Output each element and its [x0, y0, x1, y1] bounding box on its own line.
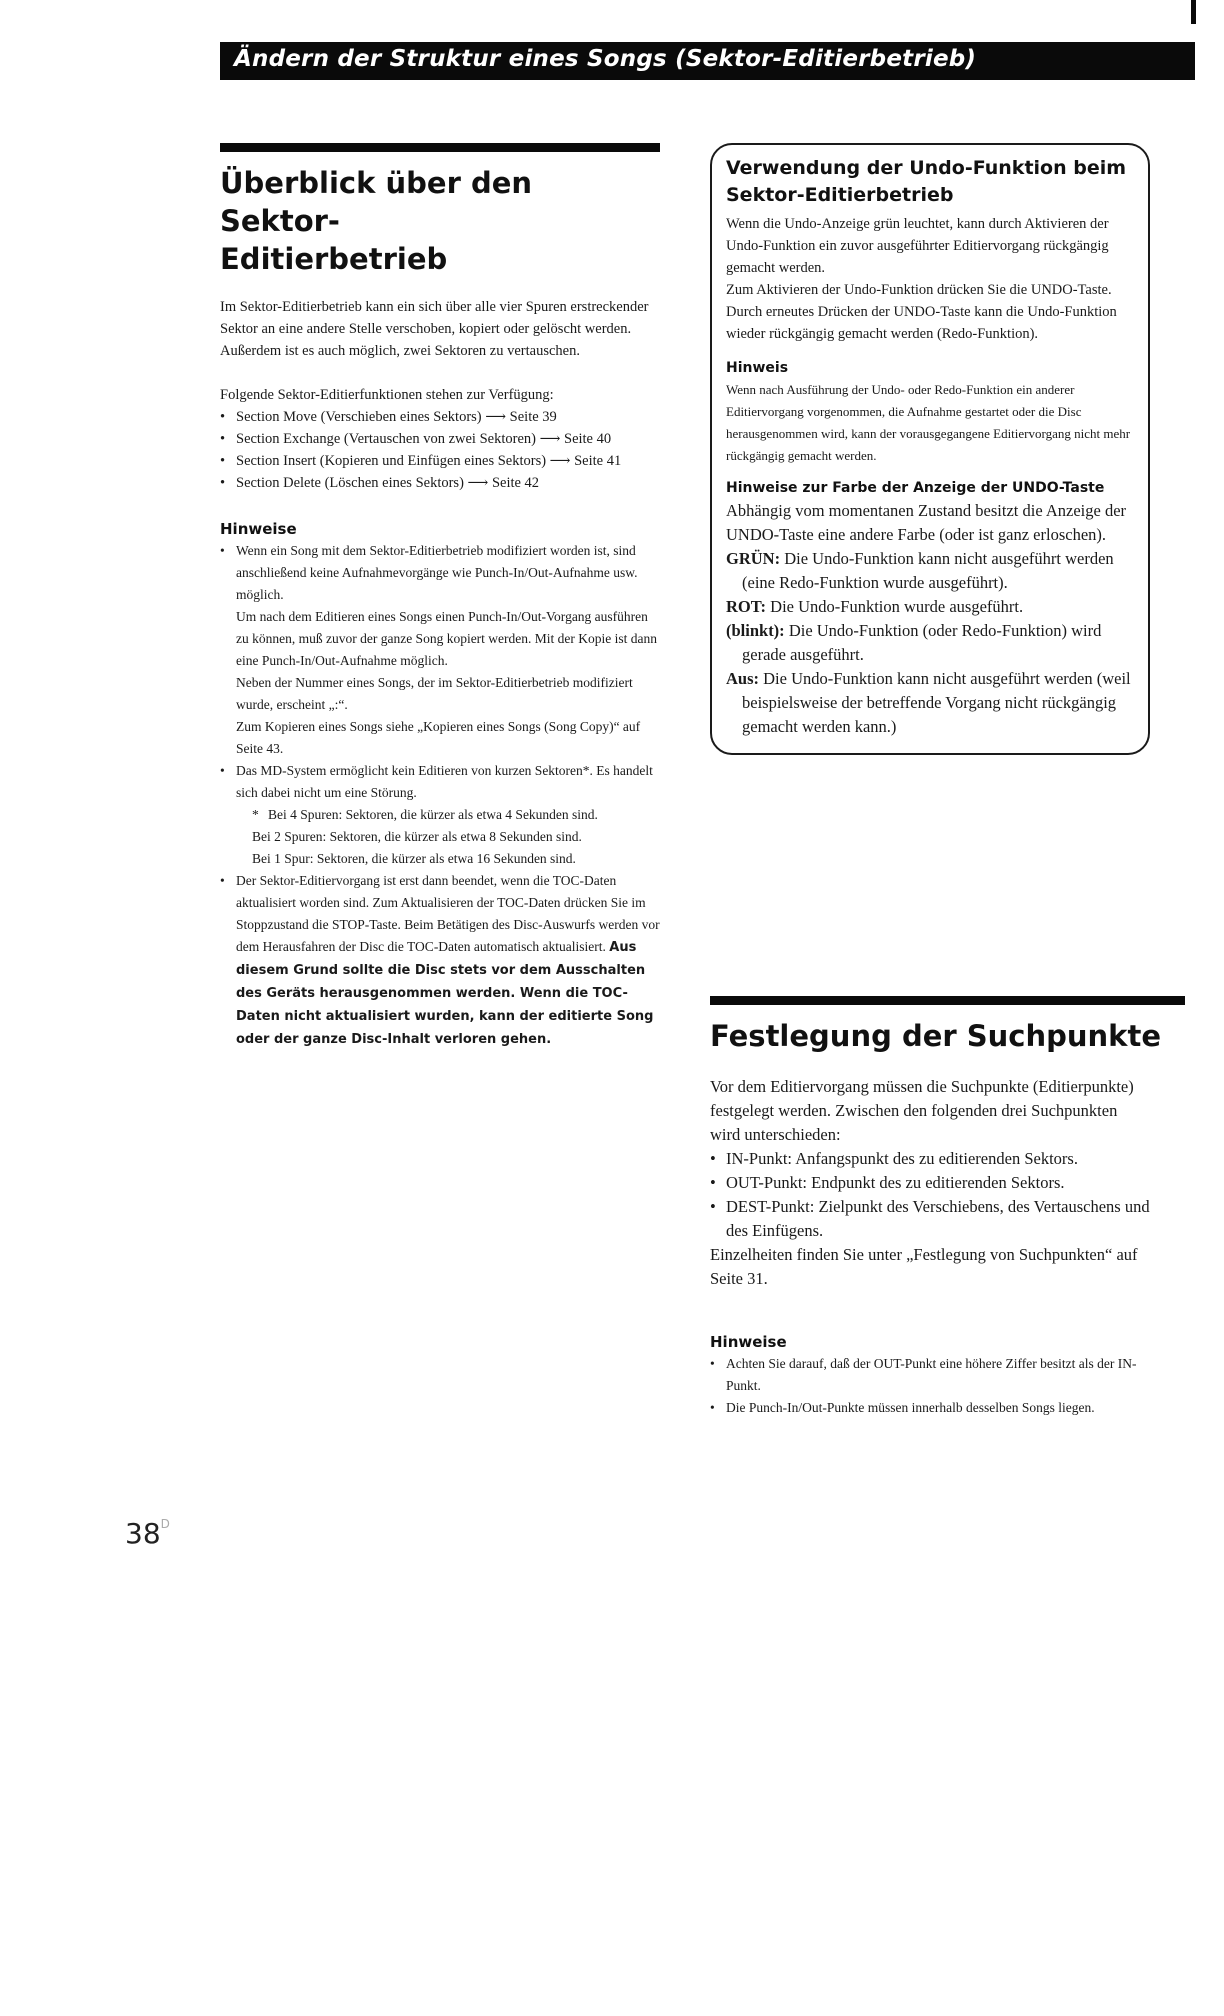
color-red-text: Die Undo-Funktion wurde ausgeführt. [766, 597, 1024, 616]
note1-line: Zum Kopieren eines Songs siehe „Kopieren eines Songs (Song Copy)“ auf Seite 43. [236, 719, 641, 756]
undo-box-title: Verwendung der Undo-Funktion beim Sektor-Editierbetrieb [726, 157, 1127, 206]
undo-box-body [726, 213, 1134, 345]
color-off-label: Aus: [726, 669, 760, 688]
note2-text: • Das MD-System ermöglicht kein Editieren von kurzen Sektoren*. Es handelt sich dabei nicht um eine Störung. [236, 763, 653, 800]
undo-info-box [710, 143, 1150, 755]
color-green-line [726, 547, 1134, 595]
search-points-intro: Vor dem Editiervorgang müssen die Suchpunkte (Editierpunkte) festgelegt werden. Zwischen den folgenden drei Suchpunkten wird unterschieden: [710, 1077, 1134, 1144]
note1-line: Um nach dem Editieren eines Songs einen Punch-In/Out-Vorgang ausführen zu können, muß zuvor der ganze Song kopiert werden. Mit der Kopie ist dann eine Punch-In/Out-Aufnahme möglich. [236, 609, 658, 668]
search-points-body [710, 1075, 1150, 1419]
functions-intro: Folgende Sektor-Editierfunktionen stehen zur Verfügung: [220, 387, 554, 403]
color-off-text: Die Undo-Funktion kann nicht ausgeführt werden (weil beispielsweise der betreffende Vorgang nicht rückgängig gemacht werden kann.) [742, 669, 1131, 736]
search-notes-heading: Hinweise [710, 1333, 787, 1351]
footnote-line: Bei 2 Spuren: Sektoren, die kürzer als etwa 8 Sekunden sind. [252, 829, 582, 844]
search-points-list [710, 1147, 1150, 1243]
right-column [710, 143, 1162, 1415]
color-off-line [726, 667, 1134, 739]
color-notes [726, 499, 1134, 739]
function-item-exchange: • Section Exchange (Vertauschen von zwei Sektoren) ⟶ Seite 40 [220, 428, 660, 450]
undo-note-text: Wenn nach Ausführung der Undo- oder Redo-Funktion ein anderer Editiervorgang vorgenommen, die Aufnahme gestartet oder die Disc herausgenommen wird, kann der vorausgegangene Editiervorgang nicht mehr rückgängig gemacht werden. [726, 382, 1131, 463]
footnote-line: Bei 1 Spur: Sektoren, die kürzer als etwa 16 Sekunden sind. [252, 851, 576, 866]
undo-paragraph: Wenn die Undo-Anzeige grün leuchtet, kann durch Aktivieren der Undo-Funktion ein zuvor ausgeführter Editiervorgang rückgängig gemacht werden. [726, 216, 1109, 276]
note-item-1 [220, 540, 660, 760]
note-item-2 [220, 760, 660, 870]
chapter-title: Ändern der Struktur eines Songs (Sektor-Editierbetrieb) [234, 46, 977, 72]
footnote-line: Bei 4 Spuren: Sektoren, die kürzer als etwa 4 Sekunden sind. [268, 807, 598, 822]
undo-paragraph: Zum Aktivieren der Undo-Funktion drücken Sie die UNDO-Taste. [726, 282, 1112, 298]
search-note-item: • Die Punch-In/Out-Punkte müssen innerhalb desselben Songs liegen. [710, 1397, 1150, 1419]
color-green-label: GRÜN: [726, 549, 781, 568]
search-note-item: • Achten Sie darauf, daß der OUT-Punkt eine höhere Ziffer besitzt als der IN-Punkt. [710, 1353, 1150, 1397]
undo-paragraph: Durch erneutes Drücken der UNDO-Taste kann die Undo-Funktion wieder rückgängig gemacht werden (Redo-Funktion). [726, 304, 1117, 342]
functions-list [220, 406, 660, 494]
note3-text: Der Sektor-Editiervorgang ist erst dann beendet, wenn die TOC-Daten aktualisiert worden sind. Zum Aktualisieren der TOC-Daten drücken Sie im Stoppzustand die STOP-Taste. Beim Betätigen des Disc-Auswurfs werden vor dem Herausfahren der Disc die TOC-Daten automatisch aktualisiert. [236, 873, 660, 954]
color-red-label: ROT: [726, 597, 767, 616]
header-edge-mark [1191, 0, 1196, 24]
search-point-in: • IN-Punkt: Anfangspunkt des zu editierenden Sektors. [710, 1147, 1150, 1171]
page-number [125, 1517, 170, 1550]
overview-title-line2: Editierbetrieb [220, 242, 448, 276]
chapter-header-bar [220, 42, 1195, 80]
notes-heading: Hinweise [220, 520, 297, 538]
overview-title-line1: Überblick über den Sektor- [220, 166, 533, 238]
search-point-dest: • DEST-Punkt: Zielpunkt des Verschiebens, des Vertauschens und des Einfügens. [710, 1195, 1150, 1243]
function-item-insert: • Section Insert (Kopieren und Einfügen eines Sektors) ⟶ Seite 41 [220, 450, 660, 472]
color-blink-line [726, 619, 1134, 667]
footnote [236, 804, 660, 826]
color-blink-text: Die Undo-Funktion (oder Redo-Funktion) wird gerade ausgeführt. [742, 621, 1102, 664]
section-rule [220, 143, 660, 152]
function-item-move: • Section Move (Verschieben eines Sektors) ⟶ Seite 39 [220, 406, 660, 428]
notes-list [220, 540, 660, 1051]
color-intro: Abhängig vom momentanen Zustand besitzt die Anzeige der UNDO-Taste eine andere Farbe (oder ist ganz erloschen). [726, 501, 1127, 544]
overview-intro: Im Sektor-Editierbetrieb kann ein sich über alle vier Spuren erstreckender Sektor an eine andere Stelle verschoben, kopiert oder gelöscht werden. Außerdem ist es auch möglich, zwei Sektoren zu vertauschen. [220, 299, 649, 359]
note1-line: • Wenn ein Song mit dem Sektor-Editierbetrieb modifiziert worden ist, sind anschließend keine Aufnahmevorgänge wie Punch-In/Out-Aufnahme usw. möglich. [236, 543, 638, 602]
search-points-section [710, 996, 1185, 1419]
color-blink-label: (blinkt): [726, 621, 785, 640]
search-points-details: Einzelheiten finden Sie unter „Festlegung von Suchpunkten“ auf Seite 31. [710, 1245, 1138, 1288]
undo-note-heading: Hinweis [726, 360, 789, 376]
search-point-out: • OUT-Punkt: Endpunkt des zu editierenden Sektors. [710, 1171, 1150, 1195]
left-column [220, 143, 660, 1051]
color-green-text: Die Undo-Funktion kann nicht ausgeführt werden (eine Redo-Funktion wurde ausgeführt). [742, 549, 1114, 592]
page-number-value: 38 [125, 1517, 161, 1550]
note3-warning: Aus diesem Grund sollte die Disc stets vor dem Ausschalten des Geräts herausgenommen werden. Wenn die TOC-Daten nicht aktualisiert wurden, kann der editierte Song oder der ganze Disc-Inhalt verloren gehen. [236, 940, 654, 1047]
function-item-delete: • Section Delete (Löschen eines Sektors) ⟶ Seite 42 [220, 472, 660, 494]
overview-title [220, 164, 660, 278]
section-rule [710, 996, 1185, 1005]
search-points-title: Festlegung der Suchpunkte [710, 1019, 1162, 1053]
page-number-suffix: D [160, 1517, 170, 1531]
note-item-3 [220, 870, 660, 1051]
footnote-mark: * [252, 807, 259, 822]
color-red-line [726, 595, 1134, 619]
search-notes-list [710, 1353, 1150, 1419]
note1-line: Neben der Nummer eines Songs, der im Sektor-Editierbetrieb modifiziert wurde, erscheint „:“. [236, 675, 633, 712]
color-notes-heading: Hinweise zur Farbe der Anzeige der UNDO-Taste [726, 480, 1105, 496]
